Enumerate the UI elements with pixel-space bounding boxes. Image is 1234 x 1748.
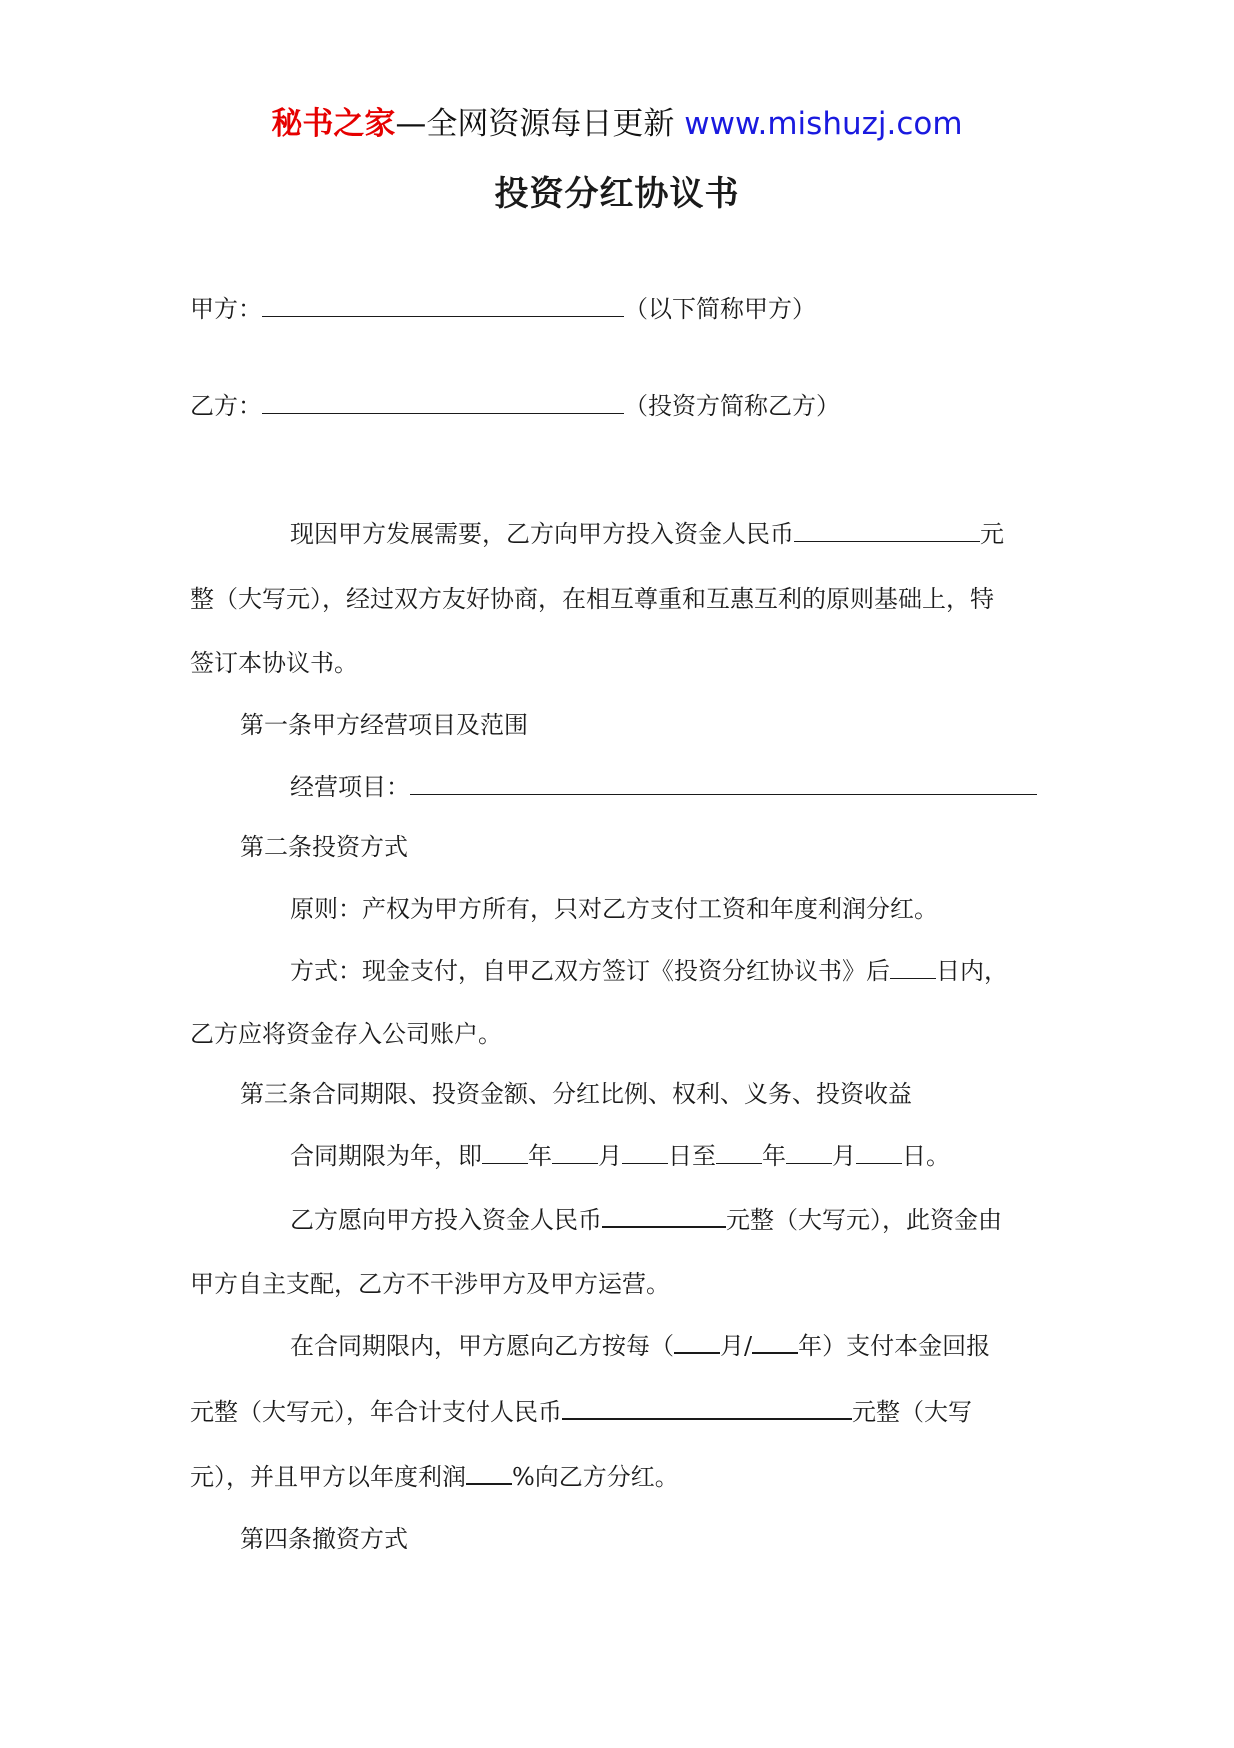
party-a-line [190,292,816,326]
article3-term-month: 月 [598,1142,622,1170]
article3-term-year2: 年 [762,1142,786,1170]
document-title: 投资分红协议书 [494,174,740,214]
article3-return-line-3 [190,1460,679,1494]
site-header [0,104,1234,144]
intro-line1-suffix: 元 [980,520,1004,548]
article3-return-line2-prefix: 元整（大写元），年合计支付人民币 [190,1398,562,1426]
article3-term-day-end: 日。 [902,1142,950,1170]
dividend-percent-blank[interactable] [466,1461,512,1485]
article2-method-suffix: 日内， [936,957,1008,985]
header-url-link[interactable]: www.mishuzj.com [684,106,963,142]
return-year-blank[interactable] [752,1330,798,1354]
header-brand: 秘书之家 [271,106,396,142]
article3-return-suffix: 年）支付本金回报 [798,1332,991,1360]
article3-invest-line-1 [290,1203,1002,1237]
article2-days-blank[interactable] [890,956,936,979]
party-a-blank[interactable] [262,294,624,317]
article1-project-blank[interactable] [410,772,1037,795]
article3-return-line3-prefix: 元），并且甲方以年度利润 [190,1463,466,1491]
article2-heading: 第二条投资方式 [240,833,408,861]
party-a-suffix: （以下简称甲方） [624,295,816,323]
term-start-year-blank[interactable] [482,1141,528,1164]
article3-term-line [290,1139,950,1173]
article2-method-line-2: 乙方应将资金存入公司账户。 [190,1020,502,1048]
article3-return-line-1 [290,1329,990,1363]
intro-line-3: 签订本协议书。 [190,649,358,677]
intro-line-1 [290,517,1004,551]
party-b-blank[interactable] [262,391,624,414]
article3-term-prefix: 合同期限为年，即 [290,1142,482,1170]
invest-amount-blank[interactable] [602,1204,726,1228]
intro-line1-prefix: 现因甲方发展需要，乙方向甲方投入资金人民币 [290,520,794,548]
intro-line-2: 整（大写元），经过双方友好协商，在相互尊重和互惠互利的原则基础上，特 [190,585,994,613]
article3-term-month2: 月 [832,1142,856,1170]
article4-heading: 第四条撤资方式 [240,1525,408,1553]
article2-principle: 原则：产权为甲方所有，只对乙方支付工资和年度利润分红。 [290,895,938,923]
intro-amount-blank[interactable] [794,519,980,542]
term-end-month-blank[interactable] [786,1141,832,1164]
header-slogan: —全网资源每日更新 [395,106,685,142]
article3-heading: 第三条合同期限、投资金额、分红比例、权利、义务、投资收益 [240,1080,912,1108]
article3-invest-line-2: 甲方自主支配，乙方不干涉甲方及甲方运营。 [190,1270,670,1298]
article1-project-line [290,770,1037,804]
party-b-label: 乙方： [190,392,262,420]
party-b-line [190,389,840,423]
party-a-label: 甲方： [190,295,262,323]
article1-project-label: 经营项目： [290,773,410,801]
article3-return-line2-suffix: 元整（大写 [852,1398,972,1426]
article3-return-line3-suffix: %向乙方分红。 [512,1463,679,1491]
article3-return-month: 月/ [720,1332,753,1360]
article3-term-day-to: 日至 [668,1142,716,1170]
annual-total-blank[interactable] [562,1396,852,1420]
party-b-suffix: （投资方简称乙方） [624,392,840,420]
article2-method-prefix: 方式：现金支付，自甲乙双方签订《投资分红协议书》后 [290,957,890,985]
article3-return-prefix: 在合同期限内，甲方愿向乙方按每（ [290,1332,674,1360]
return-month-blank[interactable] [674,1330,720,1354]
article2-method-line-1 [290,954,1008,988]
article3-invest-suffix: 元整（大写元），此资金由 [726,1206,1002,1234]
article1-heading: 第一条甲方经营项目及范围 [240,711,528,739]
term-start-month-blank[interactable] [552,1141,598,1164]
article3-invest-prefix: 乙方愿向甲方投入资金人民币 [290,1206,602,1234]
term-start-day-blank[interactable] [622,1141,668,1164]
article3-term-year: 年 [528,1142,552,1170]
term-end-day-blank[interactable] [856,1141,902,1164]
term-end-year-blank[interactable] [716,1141,762,1164]
article3-return-line-2 [190,1395,972,1429]
